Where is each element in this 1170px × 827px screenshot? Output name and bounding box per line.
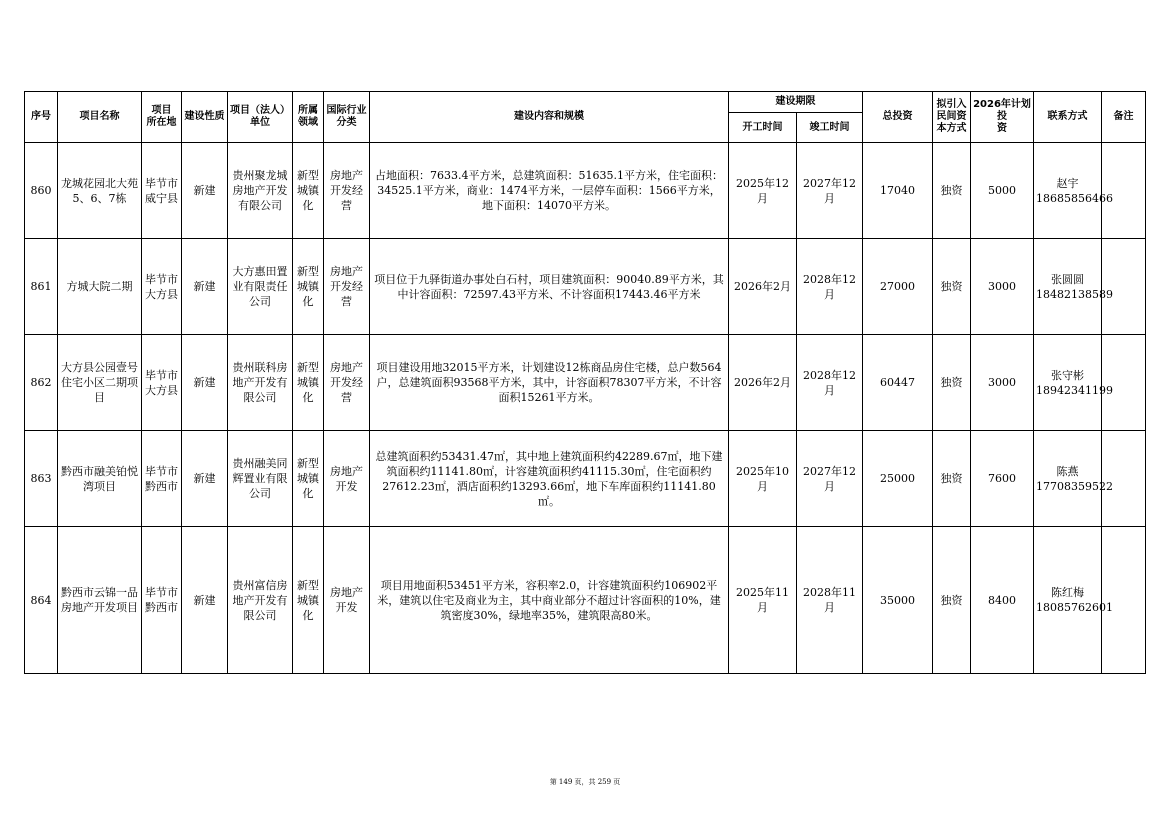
header-field: 所属 领域 — [293, 92, 324, 143]
cell-start: 2025年10月 — [729, 431, 797, 527]
cell-end: 2027年12月 — [797, 143, 863, 239]
cell-start: 2026年2月 — [729, 239, 797, 335]
cell-total: 35000 — [863, 527, 933, 674]
cell-start: 2025年11月 — [729, 527, 797, 674]
cell-remark — [1102, 239, 1146, 335]
cell-location: 毕节市黔西市 — [142, 431, 182, 527]
cell-field: 新型城镇化 — [293, 143, 324, 239]
cell-total: 60447 — [863, 335, 933, 431]
cell-remark — [1102, 143, 1146, 239]
cell-nature: 新建 — [182, 239, 228, 335]
contact-phone: 18482138589 — [1036, 287, 1113, 301]
cell-unit: 贵州聚龙城房地产开发有限公司 — [228, 143, 293, 239]
cell-industry: 房地产开发经营 — [324, 239, 370, 335]
cell-content: 总建筑面积约53431.47㎡，其中地上建筑面积约42289.67㎡，地下建筑面积约11141.80㎡，计容建筑面积约41115.30㎡，住宅面积约27612.23㎡，酒店面积约13293.66㎡，地下车库面积约11141.80㎡。 — [370, 431, 729, 527]
cell-plan: 5000 — [971, 143, 1034, 239]
cell-name: 龙城花园北大苑5、6、7栋 — [58, 143, 142, 239]
cell-seq: 862 — [25, 335, 58, 431]
cell-contact — [1034, 335, 1113, 431]
cell-industry: 房地产开发 — [324, 527, 370, 674]
table-row — [25, 239, 1146, 335]
cell-private: 独资 — [933, 431, 971, 527]
cell-name: 大方县公园壹号住宅小区二期项目 — [58, 335, 142, 431]
header-industry: 国际行业 分类 — [324, 92, 370, 143]
cell-end: 2028年11月 — [797, 527, 863, 674]
cell-nature: 新建 — [182, 527, 228, 674]
cell-contact — [1034, 527, 1113, 674]
page-footer: 第 149 页，共 259 页 — [549, 778, 621, 786]
cell-start: 2025年12月 — [729, 143, 797, 239]
contact-name: 赵宇 — [1056, 176, 1079, 190]
header-nature: 建设性质 — [182, 92, 228, 143]
cell-content: 项目用地面积53451平方米，容积率2.0，计容建筑面积约106902平米，建筑以住宅及商业为主，其中商业部分不超过计容面积的10%，建筑密度30%，绿地率35%，建筑限高80米。 — [370, 527, 729, 674]
cell-private: 独资 — [933, 143, 971, 239]
cell-unit: 贵州富信房地产开发有限公司 — [228, 527, 293, 674]
table-row — [25, 143, 1146, 239]
cell-name: 方城大院二期 — [58, 239, 142, 335]
cell-unit: 贵州联科房地产开发有限公司 — [228, 335, 293, 431]
contact-phone: 17708359522 — [1036, 479, 1113, 493]
cell-contact — [1034, 143, 1113, 239]
header-start: 开工时间 — [729, 113, 797, 143]
header-end: 竣工时间 — [797, 113, 863, 143]
cell-end: 2027年12月 — [797, 431, 863, 527]
cell-name: 黔西市云锦一品房地产开发项目 — [58, 527, 142, 674]
cell-field: 新型城镇化 — [293, 431, 324, 527]
contact-name: 张守彬 — [1051, 368, 1084, 382]
header-remark: 备注 — [1102, 92, 1146, 143]
cell-total: 17040 — [863, 143, 933, 239]
table-body — [25, 143, 1146, 674]
cell-industry: 房地产开发经营 — [324, 143, 370, 239]
cell-remark — [1102, 527, 1146, 674]
header-period: 建设期限 — [729, 92, 863, 113]
cell-plan: 8400 — [971, 527, 1034, 674]
project-table — [24, 91, 1146, 674]
cell-field: 新型城镇化 — [293, 239, 324, 335]
cell-field: 新型城镇化 — [293, 527, 324, 674]
cell-seq: 861 — [25, 239, 58, 335]
cell-private: 独资 — [933, 239, 971, 335]
cell-plan: 3000 — [971, 239, 1034, 335]
cell-location: 毕节市大方县 — [142, 239, 182, 335]
cell-contact — [1034, 431, 1113, 527]
cell-start: 2026年2月 — [729, 335, 797, 431]
cell-content: 占地面积：7633.4平方米，总建筑面积：51635.1平方米，住宅面积：34525.1平方米，商业：1474平方米，一层停车面积：1566平方米，地下面积：14070平方米。 — [370, 143, 729, 239]
header-private: 拟引入 民间资 本方式 — [933, 92, 971, 143]
cell-seq: 864 — [25, 527, 58, 674]
cell-seq: 860 — [25, 143, 58, 239]
contact-phone: 18085762601 — [1036, 601, 1113, 614]
cell-plan: 7600 — [971, 431, 1034, 527]
cell-plan: 3000 — [971, 335, 1034, 431]
contact-name: 张圆圆 — [1051, 272, 1084, 286]
table-row — [25, 335, 1146, 431]
contact-name: 陈燕 — [1056, 464, 1079, 478]
cell-total: 27000 — [863, 239, 933, 335]
table-header — [25, 92, 1146, 143]
cell-nature: 新建 — [182, 335, 228, 431]
cell-end: 2028年12月 — [797, 239, 863, 335]
cell-private: 独资 — [933, 335, 971, 431]
contact-phone: 18942341199 — [1036, 383, 1113, 397]
cell-industry: 房地产开发经营 — [324, 335, 370, 431]
cell-seq: 863 — [25, 431, 58, 527]
header-name: 项目名称 — [58, 92, 142, 143]
cell-end: 2028年12月 — [797, 335, 863, 431]
cell-nature: 新建 — [182, 143, 228, 239]
cell-contact — [1034, 239, 1113, 335]
cell-remark — [1102, 335, 1146, 431]
table-row — [25, 527, 1146, 674]
cell-field: 新型城镇化 — [293, 335, 324, 431]
cell-content: 项目位于九驿街道办事处白石村，项目建筑面积：90040.89平方米，其中计容面积：72597.43平方米、不计容面积17443.46平方米 — [370, 239, 729, 335]
cell-location: 毕节市黔西市 — [142, 527, 182, 674]
cell-remark — [1102, 431, 1146, 527]
header-total: 总投资 — [863, 92, 933, 143]
contact-name: 陈红梅 — [1051, 586, 1084, 599]
cell-location: 毕节市威宁县 — [142, 143, 182, 239]
cell-content: 项目建设用地32015平方米，计划建设12栋商品房住宅楼，总户数564户，总建筑面积93568平方米，其中，计容面积78307平方米，不计容面积15261平方米。 — [370, 335, 729, 431]
header-content: 建设内容和规模 — [370, 92, 729, 143]
header-location: 项目 所在地 — [142, 92, 182, 143]
cell-industry: 房地产开发 — [324, 431, 370, 527]
contact-phone: 18685856466 — [1036, 191, 1113, 205]
table-row — [25, 431, 1146, 527]
header-contact: 联系方式 — [1034, 92, 1102, 143]
cell-unit: 贵州融美同辉置业有限公司 — [228, 431, 293, 527]
cell-private: 独资 — [933, 527, 971, 674]
cell-total: 25000 — [863, 431, 933, 527]
header-seq: 序号 — [25, 92, 58, 143]
header-plan: 2026年计划投 资 — [971, 92, 1034, 143]
cell-nature: 新建 — [182, 431, 228, 527]
cell-unit: 大方惠田置业有限责任公司 — [228, 239, 293, 335]
cell-location: 毕节市大方县 — [142, 335, 182, 431]
cell-name: 黔西市融美铂悦湾项目 — [58, 431, 142, 527]
header-unit: 项目（法人） 单位 — [228, 92, 293, 143]
